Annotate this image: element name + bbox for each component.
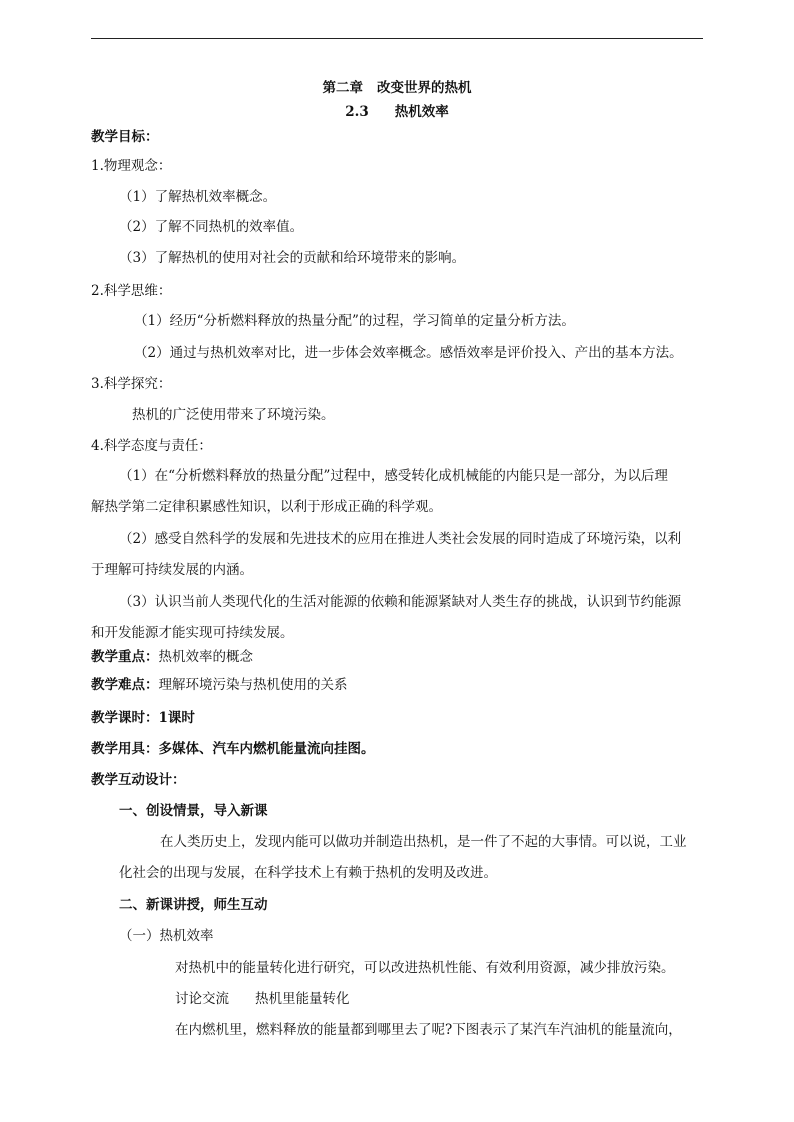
discussion-line bbox=[175, 990, 350, 1008]
design-heading: 教学互动设计： bbox=[91, 772, 186, 788]
part1-paragraph-line: 在人类历史上，发现内能可以做功并制造出热机，是一件了不起的大事情。可以说，工业 bbox=[160, 834, 687, 850]
physics-concept-item: （1）了解热机效率概念。 bbox=[119, 189, 277, 205]
discussion-label: 讨论交流 bbox=[175, 991, 229, 1007]
difficult-point bbox=[91, 676, 348, 694]
scientific-thinking-item: （1）经历“分析燃料释放的热量分配”的过程，学习简单的定量分析方法。 bbox=[134, 313, 575, 329]
discussion-topic: 热机里能量转化 bbox=[255, 991, 350, 1007]
physics-concept-item: （3）了解热机的使用对社会的贡献和给环境带来的影响。 bbox=[119, 250, 466, 266]
section-title bbox=[91, 103, 703, 121]
scientific-thinking-title: 2.科学思维： bbox=[91, 283, 172, 299]
attitude-title: 4.科学态度与责任： bbox=[91, 438, 212, 454]
scientific-inquiry-text: 热机的广泛使用带来了环境污染。 bbox=[132, 407, 335, 423]
attitude-item-line: 于理解可持续发展的内涵。 bbox=[91, 562, 253, 578]
key-point-label: 教学重点： bbox=[91, 649, 159, 665]
difficult-point-label: 教学难点： bbox=[91, 677, 159, 693]
attitude-item-line: （1）在“分析燃料释放的热量分配”过程中，感受转化成机械能的内能只是一部分，为以后理 bbox=[119, 468, 668, 484]
chapter-name: 改变世界的热机 bbox=[377, 80, 472, 96]
attitude-item-line: 和开发能源才能实现可持续发展。 bbox=[91, 625, 294, 641]
difficult-point-value: 理解环境污染与热机使用的关系 bbox=[158, 677, 348, 693]
part2-paragraph-line: 对热机中的能量转化进行研究，可以改进热机性能、有效利用资源，减少排放污染。 bbox=[175, 960, 675, 976]
part2-paragraph-line: 在内燃机里，燃料释放的能量都到哪里去了呢?下图表示了某汽车汽油机的能量流向， bbox=[175, 1022, 682, 1038]
teaching-tools bbox=[91, 740, 375, 758]
physics-concept-title: 1.物理观念： bbox=[91, 158, 172, 174]
part2-subtitle: （一）热机效率 bbox=[119, 928, 214, 944]
class-hours-value: 1课时 bbox=[158, 710, 195, 726]
class-hours bbox=[91, 709, 195, 727]
part2-title: 二、新课讲授，师生互动 bbox=[119, 897, 268, 913]
section-name: 热机效率 bbox=[394, 104, 449, 120]
key-point-value: 热机效率的概念 bbox=[158, 649, 253, 665]
physics-concept-item: （2）了解不同热机的效率值。 bbox=[119, 219, 304, 235]
objectives-heading: 教学目标： bbox=[91, 129, 159, 145]
attitude-item-line: 解热学第二定律积累感性知识，以利于形成正确的科学观。 bbox=[91, 499, 442, 515]
part1-title: 一、创设情景，导入新课 bbox=[119, 803, 268, 819]
attitude-item-line: （2）感受自然科学的发展和先进技术的应用在推进人类社会发展的同时造成了环境污染，以利 bbox=[119, 531, 682, 547]
chapter-title bbox=[91, 79, 703, 97]
attitude-item-line: （3）认识当前人类现代化的生活对能源的依赖和能源紧缺对人类生存的挑战，认识到节约能源 bbox=[119, 594, 682, 610]
scientific-thinking-item: （2）通过与热机效率对比，进一步体会效率概念。感悟效率是评价投入、产出的基本方法。 bbox=[134, 345, 683, 361]
part1-paragraph-line: 化社会的出现与发展，在科学技术上有赖于热机的发明及改进。 bbox=[119, 865, 497, 881]
teaching-tools-label: 教学用具： bbox=[91, 741, 159, 757]
section-number: 2.3 bbox=[345, 104, 369, 120]
chapter-number: 第二章 bbox=[322, 80, 363, 96]
class-hours-label: 教学课时： bbox=[91, 710, 159, 726]
teaching-tools-value: 多媒体、汽车内燃机能量流向挂图。 bbox=[158, 741, 375, 757]
key-point bbox=[91, 648, 253, 666]
scientific-inquiry-title: 3.科学探究： bbox=[91, 376, 172, 392]
header-rule bbox=[91, 38, 703, 39]
